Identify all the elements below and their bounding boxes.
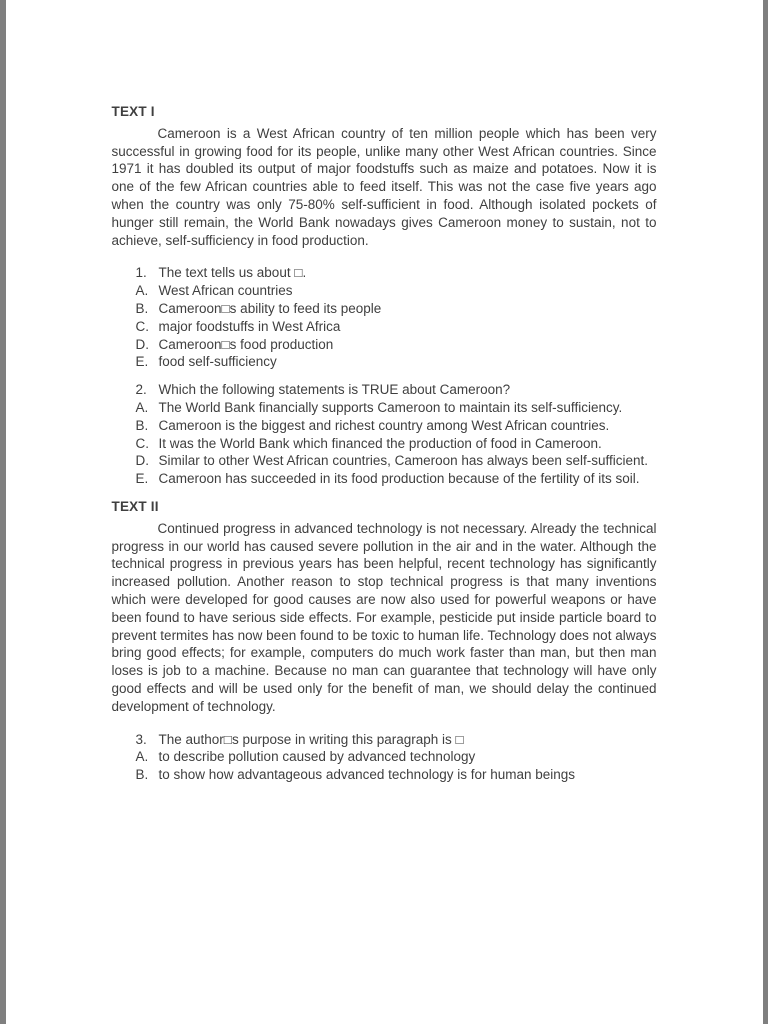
option-c [136,435,657,453]
question-text: The author□s purpose in writing this paragraph is □ [158,731,464,747]
question-text: Which the following statements is TRUE about Cameroon? [158,382,511,398]
question-1 [136,264,657,371]
option-letter: D. [135,336,149,352]
question-number: 3. [135,731,147,747]
option-text: Cameroon□s ability to feed its people [158,300,382,316]
document-page [6,0,763,1024]
option-c [136,318,657,336]
question-line [136,731,657,749]
option-letter: A. [135,283,149,299]
option-text: Cameroon has succeeded in its food production because of the fertility of its soil. [158,471,640,487]
option-b [136,417,657,435]
option-letter: E. [135,354,149,370]
option-b [136,300,657,318]
section-text-2 [112,498,657,784]
option-letter: D. [135,453,149,469]
option-text: major foodstuffs in West Africa [158,318,341,334]
option-text: Cameroon□s food production [158,336,334,352]
option-text: It was the World Bank which financed the production of food in Cameroon. [158,435,602,451]
question-2 [136,381,657,488]
text2-heading: TEXT II [111,498,159,514]
text1-paragraph: Cameroon is a West African country of ten million people which has been very successful in growing food for its people, unlike many other West African countries. Since 1971 it has doubled its output of major foodstuffs such as maize and potatoes. Now it is one of the few African countries able to feed itself. This was not the case five years ago when the country was only 75-80% self-sufficient in food. Although isolated pockets of hunger still remain, the World Bank nowadays gives Cameroon money to sustain, not to achieve, self-sufficiency in food production. [111,125,657,248]
option-e [136,353,657,371]
option-letter: B. [135,417,149,433]
option-letter: C. [135,318,149,334]
question-line [136,381,657,399]
option-letter: E. [135,471,149,487]
option-b [136,766,657,784]
option-letter: B. [135,300,149,316]
option-e [136,470,657,488]
text1-heading: TEXT I [111,104,155,119]
question-number: 2. [135,382,147,398]
option-letter: C. [135,435,149,451]
section-text-1 [112,103,657,488]
option-text: Similar to other West African countries, Cameroon has always been self-sufficient. [158,453,648,469]
text2-paragraph: Continued progress in advanced technology is not necessary. Already the technical progress in our world has caused severe pollution in the air and in the water. Although the technical progress in previous years has been helpful, recent technology has significantly increased pollution. Another reason to stop technical progress is that many inventions which were developed for good causes are now also used for powerful weapons or have been found to have serious side effects. For example, pesticide put inside particle board to prevent termites has now been found to be toxic to human life. Technology does not always bring good effects; for example, computers do much work faster than man, but then man loses is job to a machine. Because no man can guarantee that technology will have only good effects and will be used only for the benefit of man, we should delay the continued development of technology. [111,520,657,714]
option-text: to show how advantageous advanced technology is for human beings [158,767,576,783]
option-d [136,452,657,470]
option-a [136,399,657,417]
option-text: West African countries [158,283,293,299]
option-d [136,336,657,354]
option-letter: A. [135,399,149,415]
question-text: The text tells us about □. [158,265,307,281]
option-letter: A. [135,749,149,765]
option-text: The World Bank financially supports Cameroon to maintain its self-sufficiency. [158,399,623,415]
option-text: food self-sufficiency [158,354,277,370]
option-a [136,282,657,300]
option-text: Cameroon is the biggest and richest country among West African countries. [158,417,610,433]
question-line [136,264,657,282]
option-text: to describe pollution caused by advanced technology [158,749,476,765]
option-letter: B. [135,767,149,783]
question-3 [136,731,657,784]
question-number: 1. [135,265,147,281]
option-a [136,748,657,766]
